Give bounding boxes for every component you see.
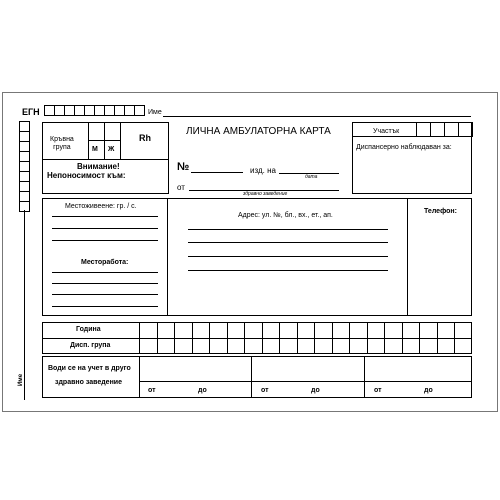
workplace-line[interactable] — [52, 272, 158, 273]
year-cell-divider — [419, 322, 420, 354]
number-sign: № — [177, 161, 190, 173]
transfer-from-2: от — [261, 387, 269, 394]
residence-label: Местоживеене: гр. / с. — [65, 203, 137, 210]
residence-line[interactable] — [52, 240, 158, 241]
address-line[interactable] — [188, 256, 388, 257]
address-line[interactable] — [188, 270, 388, 271]
district-digit-box[interactable] — [430, 122, 445, 137]
card-title: ЛИЧНА АМБУЛАТОРНА КАРТА — [186, 126, 331, 137]
blood-group-label: Кръвна група — [50, 136, 74, 151]
zh-label: Ж — [108, 146, 115, 153]
residence-line[interactable] — [52, 228, 158, 229]
transfer-to-2: до — [311, 387, 320, 394]
year-cell-divider — [402, 322, 403, 354]
name-label: Име — [148, 109, 162, 116]
transfer-to-1: до — [198, 387, 207, 394]
address-label: Адрес: ул. №, бл., вх., ет., ап. — [238, 212, 333, 219]
year-cell-divider — [297, 322, 298, 354]
side-name-label: Име — [18, 373, 24, 386]
year-cell-divider — [454, 322, 455, 354]
district-digit-box[interactable] — [458, 122, 473, 137]
transfer-box — [42, 356, 472, 398]
transfer-label-2: здравно заведение — [55, 379, 122, 386]
disp-group-label: Дисп. група — [70, 342, 111, 349]
name-field-line[interactable] — [163, 116, 471, 117]
year-cell-divider — [192, 322, 193, 354]
phone-label: Телефон: — [424, 208, 457, 215]
workplace-line[interactable] — [52, 294, 158, 295]
district-digit-box[interactable] — [444, 122, 459, 137]
year-cell-divider — [437, 322, 438, 354]
transfer-to-3: до — [424, 387, 433, 394]
intolerance-label: Непоносимост към: — [47, 171, 126, 180]
address-line[interactable] — [188, 229, 388, 230]
dispensary-label: Диспансерно наблюдаван за: — [356, 144, 452, 151]
issued-on-label: изд. на — [250, 166, 276, 175]
transfer-from-3: от — [374, 387, 382, 394]
year-cell-divider — [314, 322, 315, 354]
workplace-label: Месторабота: — [81, 259, 129, 266]
year-label: Година — [76, 326, 101, 333]
transfer-from-1: от — [148, 387, 156, 394]
facility-sublabel: здравно заведение — [243, 191, 288, 197]
egn-digit-box[interactable] — [134, 105, 145, 116]
workplace-line[interactable] — [52, 306, 158, 307]
year-cell-divider — [384, 322, 385, 354]
year-cell-divider — [209, 322, 210, 354]
m-label: М — [92, 146, 98, 153]
district-digit-box[interactable] — [416, 122, 431, 137]
year-cell-divider — [244, 322, 245, 354]
year-cell-divider — [174, 322, 175, 354]
transfer-label-1: Води се на учет в друго — [48, 365, 131, 372]
year-cell-divider — [157, 322, 158, 354]
attention-label: Внимание! — [77, 162, 120, 171]
address-line[interactable] — [188, 242, 388, 243]
district-label: Участък — [373, 128, 400, 135]
year-cell-divider — [279, 322, 280, 354]
card-number-line[interactable] — [191, 172, 243, 173]
residence-line[interactable] — [52, 216, 158, 217]
side-strip-line — [24, 210, 25, 400]
year-cell-divider — [227, 322, 228, 354]
year-cell-divider — [262, 322, 263, 354]
egn-label: ЕГН — [22, 107, 40, 117]
workplace-line[interactable] — [52, 283, 158, 284]
year-cell-divider — [139, 322, 140, 354]
date-sublabel: дата — [305, 174, 318, 180]
from-label: от — [177, 183, 185, 192]
rh-label: Rh — [139, 133, 151, 143]
year-cell-divider — [349, 322, 350, 354]
year-cell-divider — [332, 322, 333, 354]
year-cell-divider — [367, 322, 368, 354]
